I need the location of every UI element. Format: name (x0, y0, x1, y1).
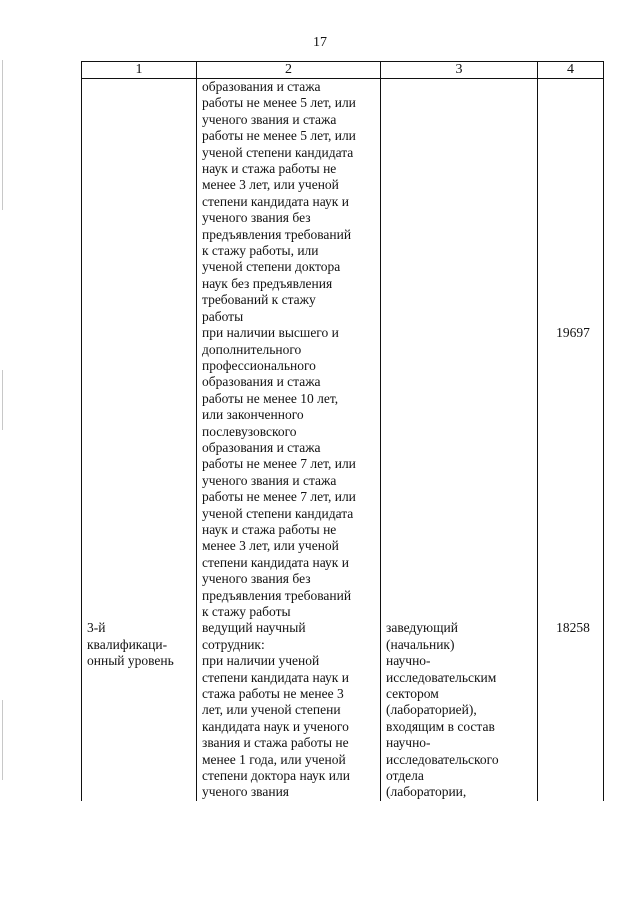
cell-position (381, 325, 538, 620)
text-line: требований к стажу (202, 292, 316, 308)
column-header-1: 1 (82, 62, 197, 79)
text-line: ученого звания без (202, 210, 311, 226)
text-line: менее 3 лет, или ученой (202, 177, 339, 193)
column-header-3: 3 (381, 62, 538, 79)
text-line: (лабораторией), (386, 702, 477, 718)
salary-table (81, 61, 604, 801)
text-line: или законченного (202, 407, 304, 423)
cell-requirements (197, 620, 381, 800)
text-line: дополнительного (202, 341, 302, 357)
scan-edge-mark (2, 370, 3, 430)
text-line: заведующий (386, 620, 458, 636)
text-line: работы (202, 308, 244, 324)
table-row-level-3 (82, 620, 604, 800)
text-line: ученой степени доктора (202, 259, 341, 275)
cell-salary (538, 79, 604, 326)
text-line: степени кандидата наук и (202, 554, 349, 570)
text-line: ученого звания и стажа (202, 111, 337, 127)
text-line: научно- (386, 735, 431, 751)
requirements-text (202, 325, 380, 620)
cell-requirements (197, 79, 381, 326)
cell-salary (538, 325, 604, 620)
text-line: лет, или ученой степени (202, 702, 341, 718)
text-line: ведущий научный (202, 620, 306, 636)
text-line: научно- (386, 653, 431, 669)
text-line: 3-й (87, 620, 106, 636)
text-line: менее 1 года, или ученой (202, 751, 346, 767)
text-line: работы не менее 10 лет, (202, 390, 339, 406)
text-line: работы не менее 5 лет, или (202, 95, 356, 111)
table-row-higher-education (82, 325, 604, 620)
text-line: при наличии высшего и (202, 325, 339, 341)
text-line: (начальник) (386, 636, 455, 652)
text-line: образования и стажа (202, 79, 321, 94)
text-line: ученого звания (202, 784, 290, 800)
text-line: исследовательским (386, 669, 497, 685)
text-line: ученого звания без (202, 571, 311, 587)
text-line: (лаборатории, (386, 784, 467, 800)
text-line: образования и стажа (202, 439, 321, 455)
text-line: менее 3 лет, или ученой (202, 538, 339, 554)
cell-level (82, 325, 197, 620)
text-line: ученой степени кандидата (202, 144, 354, 160)
position-text (386, 620, 537, 800)
salary-value: 18258 (556, 620, 590, 636)
text-line: работы не менее 7 лет, или (202, 489, 356, 505)
text-line: отдела (386, 768, 424, 784)
cell-salary (538, 620, 604, 800)
column-header-2: 2 (197, 62, 381, 79)
cell-position (381, 79, 538, 326)
requirements-text (202, 79, 380, 325)
cell-level (82, 79, 197, 326)
text-line: степени доктора наук или (202, 768, 350, 784)
text-line: образования и стажа (202, 374, 321, 390)
salary-value: 19697 (556, 325, 590, 341)
scan-edge-mark (2, 60, 3, 210)
text-line: наук и стажа работы не (202, 521, 337, 537)
text-line: входящим в состав (386, 718, 495, 734)
table-header-row (82, 62, 604, 79)
text-line: наук без предъявления (202, 275, 333, 291)
text-line: стажа работы не менее 3 (202, 686, 344, 702)
text-line: работы не менее 5 лет, или (202, 128, 356, 144)
text-line: к стажу работы, или (202, 243, 319, 259)
text-line: предъявления требований (202, 226, 352, 242)
text-line: ученого звания и стажа (202, 472, 337, 488)
text-line: к стажу работы (202, 604, 291, 619)
text-line: сектором (386, 686, 439, 702)
text-line: ученой степени кандидата (202, 505, 354, 521)
text-line: онный уровень (87, 653, 174, 669)
cell-position (381, 620, 538, 800)
level-text (87, 620, 196, 669)
text-line: наук и стажа работы не (202, 161, 337, 177)
text-line: работы не менее 7 лет, или (202, 456, 356, 472)
cell-level (82, 620, 197, 800)
column-header-4: 4 (538, 62, 604, 79)
text-line: звания и стажа работы не (202, 735, 349, 751)
text-line: профессионального (202, 357, 316, 373)
text-line: степени кандидата наук и (202, 669, 349, 685)
page-number: 17 (313, 35, 327, 50)
cell-requirements (197, 325, 381, 620)
text-line: кандидата наук и ученого (202, 718, 349, 734)
text-line: при наличии ученой (202, 653, 320, 669)
scan-edge-mark (2, 700, 3, 780)
text-line: послевузовского (202, 423, 297, 439)
text-line: сотрудник: (202, 636, 265, 652)
text-line: степени кандидата наук и (202, 193, 349, 209)
table-row-continuation (82, 79, 604, 326)
requirements-text (202, 620, 380, 800)
text-line: исследовательского (386, 751, 499, 767)
text-line: квалификаци- (87, 636, 168, 652)
text-line: предъявления требований (202, 587, 352, 603)
